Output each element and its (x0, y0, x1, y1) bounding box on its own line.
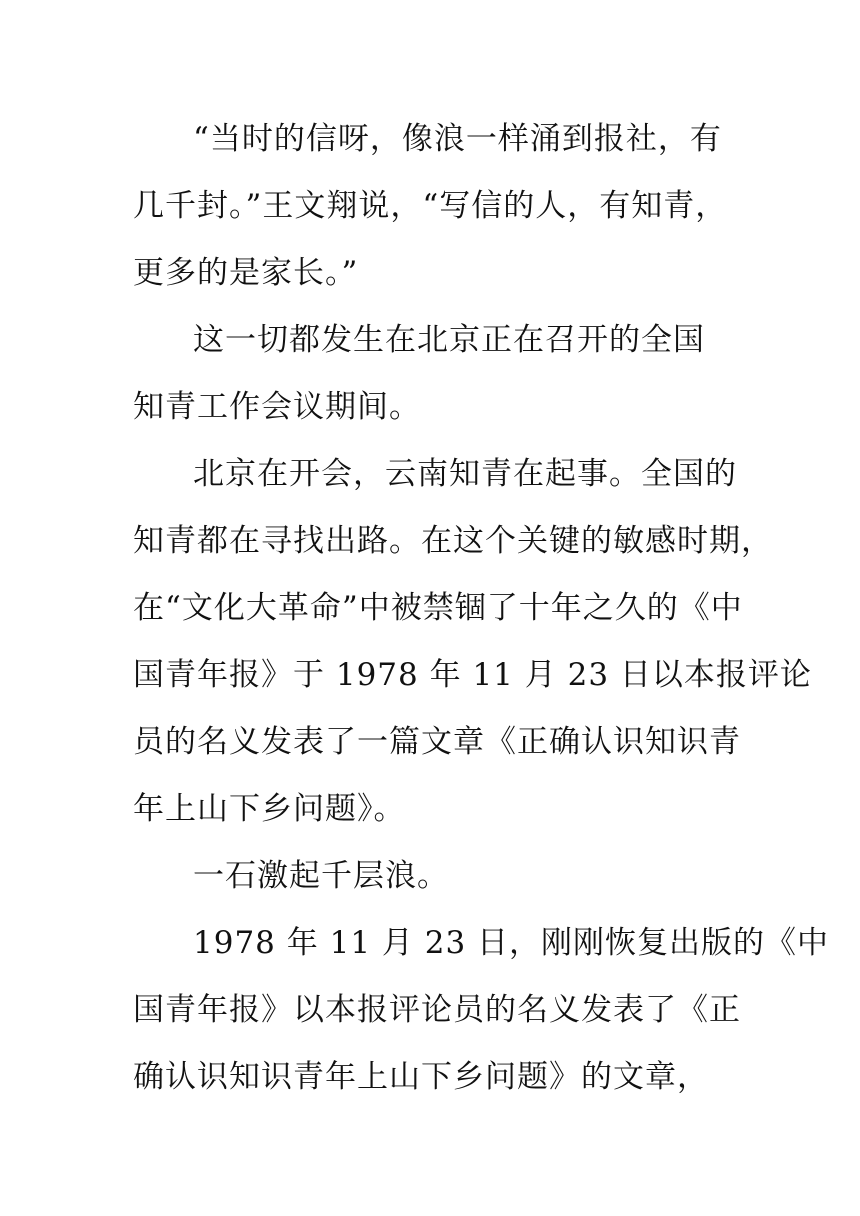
text-line: 年上山下乡问题》。 (133, 791, 406, 827)
text-line: 更多的是家长。” (133, 255, 359, 291)
text-line: 确认识知识青年上山下乡问题》的文章， (133, 1059, 709, 1095)
text-line: 北京在开会，云南知青在起事。全国的 (193, 456, 737, 492)
text-line: “当时的信呀，像浪一样涌到报社，有 (193, 121, 722, 157)
text-line: 这一切都发生在北京正在召开的全国 (193, 322, 705, 358)
text-line: 员的名义发表了一篇文章《正确认识知识青 (133, 724, 741, 760)
text-line: 国青年报》以本报评论员的名义发表了《正 (133, 992, 741, 1028)
text-line: 在“文化大革命”中被禁锢了十年之久的《中 (133, 590, 743, 626)
text-line: 1978 年 11 月 23 日，刚刚恢复出版的《中 (193, 925, 830, 961)
text-line: 国青年报》于 1978 年 11 月 23 日以本报评论 (133, 657, 812, 693)
text-line: 一石激起千层浪。 (193, 858, 449, 894)
text-line: 几千封。”王文翔说，“写信的人，有知青， (133, 188, 728, 224)
text-line: 知青都在寻找出路。在这个关键的敏感时期， (133, 523, 773, 559)
text-line: 知青工作会议期间。 (133, 389, 421, 425)
